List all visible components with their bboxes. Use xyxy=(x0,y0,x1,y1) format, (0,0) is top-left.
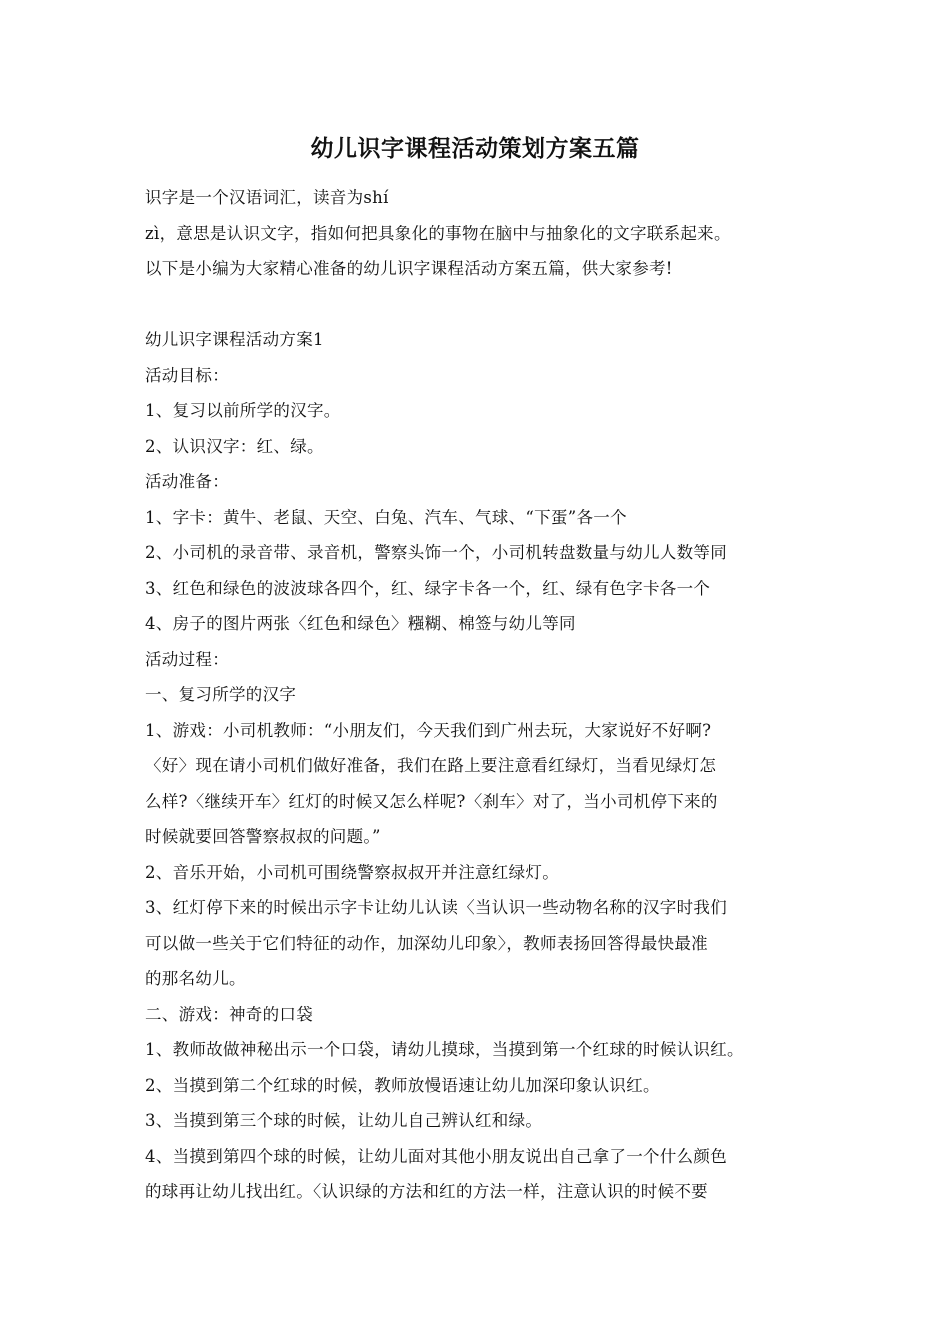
blank-line xyxy=(145,287,825,323)
text-line: 2、当摸到第二个红球的时候，教师放慢语速让幼儿加深印象认识红。 xyxy=(145,1075,660,1095)
text-line: 1、游戏：小司机教师：“小朋友们，今天我们到广州去玩，大家说好不好啊? xyxy=(145,720,712,740)
document-title: 幼儿识字课程活动策划方案五篇 xyxy=(310,135,640,162)
text-line: 一、复习所学的汉字 xyxy=(145,685,297,704)
text-line: 识字是一个汉语词汇，读音为shí xyxy=(145,188,389,207)
text-line: 二、游戏：神奇的口袋 xyxy=(145,1004,313,1024)
text-line: 1、字卡：黄牛、老鼠、天空、白兔、汽车、气球、“下蛋”各一个 xyxy=(145,507,627,527)
text-line: 1、教师故做神秘出示一个口袋，请幼儿摸球，当摸到第一个红球的时候认识红。 xyxy=(145,1040,744,1059)
text-line: 的那名幼儿。 xyxy=(145,969,246,988)
text-line: 活动准备： xyxy=(145,472,229,491)
text-line: 2、认识汉字：红、绿。 xyxy=(145,436,324,456)
text-line: 3、红灯停下来的时候出示字卡让幼儿认读〈当认识一些动物名称的汉字时我们 xyxy=(145,898,727,917)
text-line: 时候就要回答警察叔叔的问题。” xyxy=(145,827,381,846)
text-line: 1、复习以前所学的汉字。 xyxy=(145,401,341,420)
text-line: zì，意思是认识文字，指如何把具象化的事物在脑中与抽象化的文字联系起来。 xyxy=(145,223,731,243)
text-line: 3、当摸到第三个球的时候，让幼儿自己辨认红和绿。 xyxy=(145,1111,543,1130)
text-line: 么样?〈继续开车〉红灯的时候又怎么样呢?〈刹车〉对了，当小司机停下来的 xyxy=(145,791,718,811)
text-line: 幼儿识字课程活动方案1 xyxy=(145,330,324,349)
text-line: 2、音乐开始，小司机可围绕警察叔叔开并注意红绿灯。 xyxy=(145,862,559,882)
text-line: 2、小司机的录音带、录音机，警察头饰一个，小司机转盘数量与幼儿人数等同 xyxy=(145,543,727,562)
text-line: 4、当摸到第四个球的时候，让幼儿面对其他小朋友说出自己拿了一个什么颜色 xyxy=(145,1146,727,1166)
text-line: 可以做一些关于它们特征的动作，加深幼儿印象〉，教师表扬回答得最快最准 xyxy=(145,933,708,953)
text-line: 3、红色和绿色的波波球各四个，红、绿字卡各一个，红、绿有色字卡各一个 xyxy=(145,578,711,598)
text-line: 活动过程： xyxy=(145,649,229,669)
document-body xyxy=(145,180,825,1210)
text-line: 〈好〉现在请小司机们做好准备，我们在路上要注意看红绿灯，当看见绿灯怎 xyxy=(145,756,717,775)
text-line: 活动目标： xyxy=(145,365,229,385)
text-line: 4、房子的图片两张〈红色和绿色〉糨糊、棉签与幼儿等同 xyxy=(145,614,576,633)
text-line: 以下是小编为大家精心准备的幼儿识字课程活动方案五篇，供大家参考! xyxy=(145,259,673,278)
text-line: 的球再让幼儿找出红。〈认识绿的方法和红的方法一样，注意认识的时候不要 xyxy=(145,1182,708,1201)
